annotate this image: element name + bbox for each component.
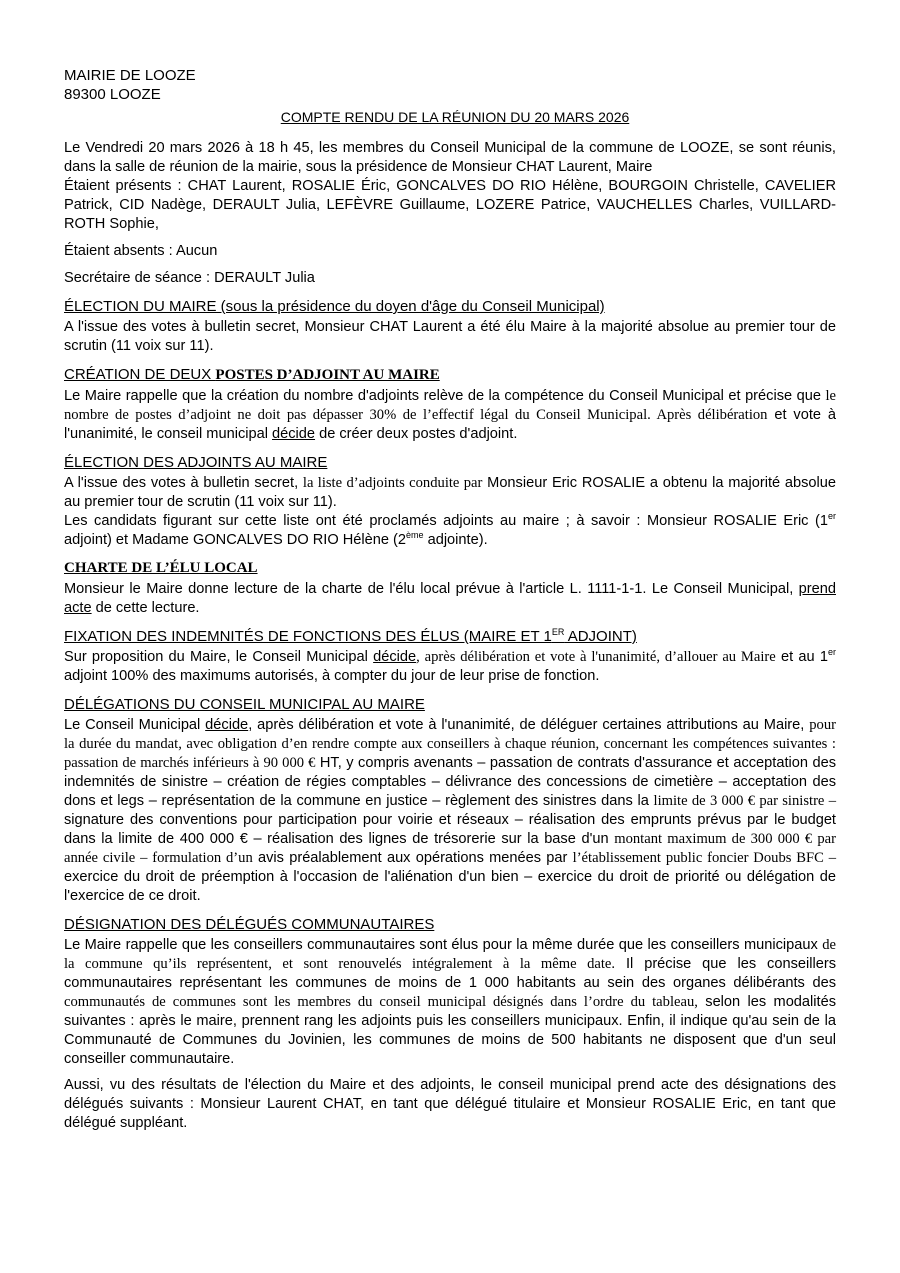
decide-underlined: décide (373, 649, 417, 665)
text-part: de créer deux postes d'adjoint. (315, 426, 518, 442)
section-title-part: FIXATION DES INDEMNITÉS DE FONCTIONS DES ÉLUS (MAIRE ET 1 (64, 628, 552, 645)
superscript: ER (551, 627, 565, 637)
intro-paragraph: Le Vendredi 20 mars 2026 à 18 h 45, les membres du Conseil Municipal de la commune de LOOZE, se sont réunis, dans la salle de réunion de la mairie, sous la présidence de Monsieur CHAT Laurent, Maire (64, 140, 836, 175)
text-part: adjoint 100% des maximums autorisés, à compter du jour de leur prise de fonction. (64, 668, 600, 684)
mairie-postal: 89300 LOOZE (64, 86, 161, 103)
text-part: limite de 3 000 € par sinistre – (653, 793, 836, 809)
text-part: selon les modalités suivantes : après le maire, prennent rang les adjoints puis les conseillers municipaux. Enfin, il indique qu'au sein de la Communauté de Communes du Jovinien, les communes de moins de 500 habitants ne disposent que d'un seul conseiller communautaire. (64, 994, 836, 1067)
text-part: , après délibération et vote à l'unanimité, d’allouer au Maire (416, 649, 776, 665)
section-title-indemnites (64, 627, 836, 646)
presents-paragraph: Étaient présents : CHAT Laurent, ROSALIE Éric, GONCALVES DO RIO Hélène, BOURGOIN Christelle, CAVELIER Patrick, CID Nadège, DERAULT Julia, LEFÈVRE Guillaume, LOZERE Patrice, VAUCHELLES Charles, VUILLARD-ROTH Sophie, (64, 178, 836, 232)
text-part: l’établissement public foncier Doubs BFC – (572, 850, 836, 866)
prend-acte-underlined: prend acte (64, 581, 836, 616)
text-part: communautés de communes sont les membres du conseil municipal désignés dans l’ordre du tableau, (64, 994, 698, 1010)
text-part: Sur proposition du Maire, le Conseil Municipal (64, 649, 374, 665)
text-part: , après délibération et vote à l'unanimité, de déléguer certaines attributions au Maire, (248, 717, 805, 733)
text-part: Monsieur le Maire donne lecture de la charte de l'élu local prévue à l'article L. 1111-1-1. Le Conseil Municipal, (64, 581, 799, 597)
decide-underlined: décide (205, 717, 249, 733)
text-part: Les candidats figurant sur cette liste ont été proclamés adjoints au maire ; à savoir : Monsieur ROSALIE Eric (1 (64, 513, 828, 529)
text-part: A l'issue des votes à bulletin secret, (64, 475, 303, 491)
section-title-part: CRÉATION DE DEUX (64, 366, 216, 383)
text-part: exercice du droit de préemption à l'occasion de l'aliénation d'un bien – exercice du droit de priorité ou délégation de l'exercice de ce droit. (64, 869, 836, 904)
text-part: la liste d’adjoints conduite par (302, 475, 483, 491)
text-part: et vote à l'unanimité, le conseil municipal (64, 407, 836, 442)
decide-underlined: décide (272, 426, 316, 442)
section-body-election-adjoints (64, 474, 836, 512)
section-body-adjoints-list (64, 512, 836, 550)
section-title-part: POSTES D’ADJOINT AU MAIRE (215, 367, 440, 383)
section-title-election-maire: ÉLECTION DU MAIRE (sous la présidence du doyen d'âge du Conseil Municipal) (64, 298, 605, 315)
mairie-name: MAIRIE DE LOOZE (64, 67, 196, 84)
page-title: COMPTE RENDU DE LA RÉUNION DU 20 MARS 2026 (280, 109, 630, 125)
text-part: Le Conseil Municipal (64, 717, 206, 733)
section-title-delegations: DÉLÉGATIONS DU CONSEIL MUNICIPAL AU MAIRE (64, 696, 425, 713)
section-body-delegations (64, 716, 836, 906)
section-body-creation-postes (64, 387, 836, 444)
section-title-creation-postes (64, 365, 836, 385)
text-part: Le Maire rappelle que les conseillers communautaires sont élus pour la même durée que les conseillers municipaux (64, 937, 818, 953)
document-page (64, 66, 836, 1133)
superscript: er (827, 511, 836, 522)
section-title-charte: CHARTE DE L’ÉLU LOCAL (64, 560, 258, 576)
text-part: HT, y compris avenants – passation de contrats d'assurance et acceptation des indemnités de sinistre – création de régies comptables – délivrance des concessions de cimetière – acceptation des dons et legs – représentation de la commune en justice – règlement des sinistres dans la (64, 755, 836, 809)
secretaire-line: Secrétaire de séance : DERAULT Julia (64, 270, 315, 286)
text-part: et au 1 (781, 649, 828, 665)
text-part: adjointe). (423, 532, 488, 548)
text-part: avis préalablement aux opérations menées par (252, 850, 568, 866)
text-part: le nombre de postes d’adjoint ne doit pas dépasser 30% de l’effectif légal du Conseil Municipal. Après délibération (64, 388, 836, 423)
section-body-indemnites (64, 648, 836, 686)
text-part: de cette lecture. (91, 600, 200, 616)
text-part: Le Maire rappelle que la création du nombre d'adjoints relève de la compétence du Conseil Municipal et précise que (64, 388, 821, 404)
section-title-election-adjoints: ÉLECTION DES ADJOINTS AU MAIRE (64, 454, 328, 471)
section-body-charte (64, 580, 836, 618)
superscript: ème (406, 530, 424, 541)
text-part: Il précise que les conseillers communautaires représentant les communes de moins de 1 000 habitants au sein des organes délibérants des (64, 956, 836, 991)
section-title-delegues: DÉSIGNATION DES DÉLÉGUÉS COMMUNAUTAIRES (64, 916, 435, 933)
text-part: adjoint) et Madame GONCALVES DO RIO Hélène (2 (64, 532, 407, 548)
text-part: Monsieur Eric ROSALIE a obtenu la majorité absolue au premier tour de scrutin (11 voix sur 11). (64, 475, 837, 510)
section-body-delegues-designation: Aussi, vu des résultats de l'élection du Maire et des adjoints, le conseil municipal prend acte des désignations des délégués suivants : Monsieur Laurent CHAT, en tant que délégué titulaire et Monsieur ROSALIE Eric, en tant que délégué suppléant. (64, 1077, 836, 1131)
absents-line: Étaient absents : Aucun (64, 243, 218, 259)
text-part: de la commune qu’ils représentent, et sont renouvelés intégralement à la même date. (64, 937, 836, 972)
section-body-delegues (64, 936, 836, 1069)
text-part: signature des conventions pour participation pour voirie et réseaux – réalisation des emprunts prévus par le budget dans la limite de 400 000 € (64, 812, 836, 847)
section-body-election-maire: A l'issue des votes à bulletin secret, Monsieur CHAT Laurent a été élu Maire à la majorité absolue au premier tour de scrutin (11 voix sur 11). (64, 319, 836, 354)
text-part: – réalisation des lignes de trésorerie sur la base d'un (247, 831, 609, 847)
superscript: er (827, 647, 836, 658)
section-title-part: ADJOINT) (564, 628, 637, 645)
text-part: pour la durée du mandat, avec obligation d’en rendre compte aux conseillers à chaque réunion, concernant les compétences suivantes : passation de marchés inférieurs à 90 000 € (64, 717, 836, 771)
text-part: montant maximum de 300 000 € par année civile – formulation d’un (64, 831, 836, 866)
